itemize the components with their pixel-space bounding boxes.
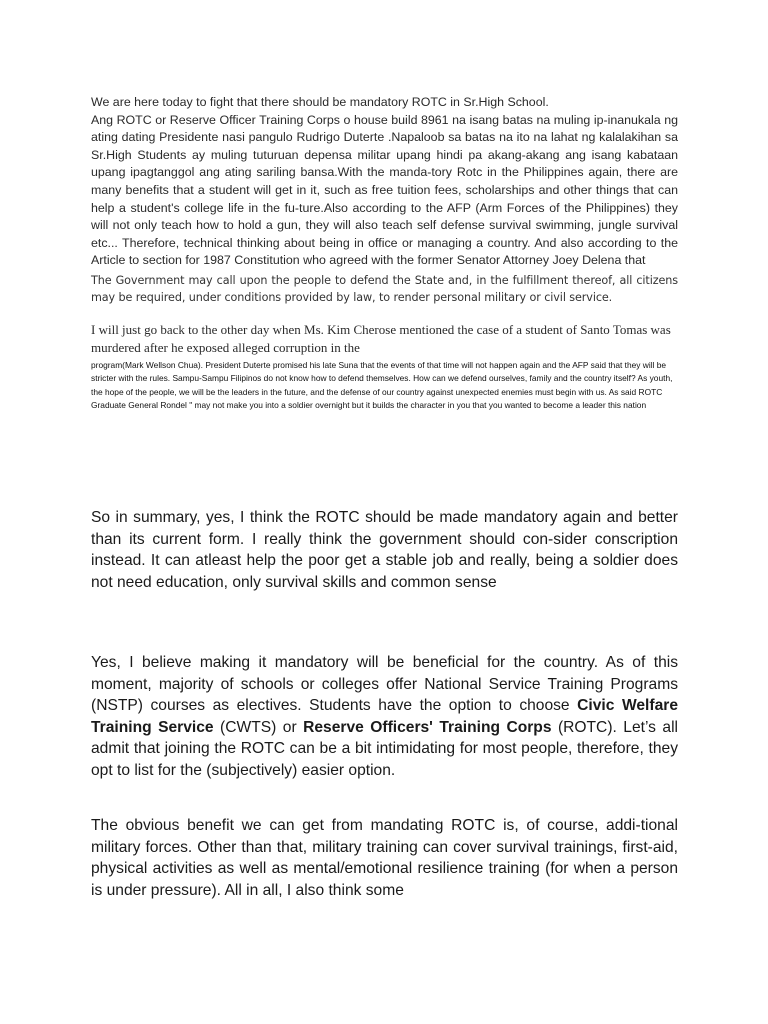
summary-paragraph: So in summary, yes, I think the ROTC should be made mandatory again and better than its current form. I really think the government should con-sider conscription instead. It can atleast help the poor get a stable job and really, being a soldier does not need education, only survival skills and common sense	[91, 509, 678, 591]
rotc-bold: Reserve Officers' Training Corps	[303, 718, 552, 736]
intro-first-line: We are here today to fight that there should be mandatory ROTC in Sr.High School.	[91, 95, 549, 109]
benefit-paragraph: The obvious benefit we can get from mandating ROTC is, of course, addi-tional military forces. Other than that, military training can cover survival trainings, first-aid, physical activities as well as mental/emotional resilience training (for when a person is under pressure). All in all, I also think some	[91, 817, 678, 899]
nstp-text-1: Yes, I believe making it mandatory will be beneficial for the country. As of this moment, majority of schools or colleges offer National Service Training Programs (NSTP) courses as electives. Students have the option to choose	[91, 654, 678, 714]
cwts-bold: Civic Welfare Training Service	[91, 697, 678, 736]
small-paragraph: program(Mark Wellson Chua). President Duterte promised his late Suna that the events of that time will not happen again and the AFP said that they will be stricter with the rules. Sampu-Sampu Filipinos do not know how to defend themselves. How can we defend ourselves, family and the country itself? As youth, the hope of the people, we will be the leaders in the future, and the defense of our country against unexpected enemies must begin with us. As said ROTC Graduate General Rondel " may not make you into a soldier overnight but it builds the character in you that you wanted to become a leader this nation	[91, 360, 673, 411]
serif-paragraph: I will just go back to the other day when Ms. Kim Cherose mentioned the case of a student of Santo Tomas was murdered after he exposed alleged corruption in the	[91, 322, 671, 355]
nstp-paragraph	[91, 652, 678, 781]
nstp-text-3: (ROTC). Let’s all admit that joining the ROTC can be a bit intimidating for most people, therefore, they opt to list for the (subjectively) easier option.	[91, 718, 679, 779]
intro-paragraph	[91, 94, 678, 270]
intro-body: Ang ROTC or Reserve Officer Training Corps o house build 8961 na isang batas na muling ip-inanukala ng ating dating Presidente nasi pangulo Rudrigo Duterte .Napaloob sa batas na ito na lahat ng kalalakihan sa Sr.High Students ay muling tuturuan depensa militar upang hindi pa akang-akang ang isang kabataan upang ipagtanggol ang ating sariling bansa.With the manda-tory Rotc in the Philippines again, there are many benefits that a student will get in it, such as free tuition fees, scholarships and other things that can help a student's college life in the fu-ture.Also according to the AFP (Arm Forces of the Philippines) they will not only teach how to hold a gun, they will also teach self defense survival swimming, jungle survival etc... Therefore, technical thinking about being in office or managing a country. And also according to the Article to section for 1987 Constitution who agreed with the former Senator Attorney Joey Delena that	[91, 112, 678, 268]
constitution-quote: The Government may call upon the people to defend the State and, in the fulfillment thereof, all citizens may be required, under conditions provided by law, to render personal military or civil service.	[91, 274, 678, 304]
nstp-text-2: (CWTS) or	[213, 718, 304, 736]
